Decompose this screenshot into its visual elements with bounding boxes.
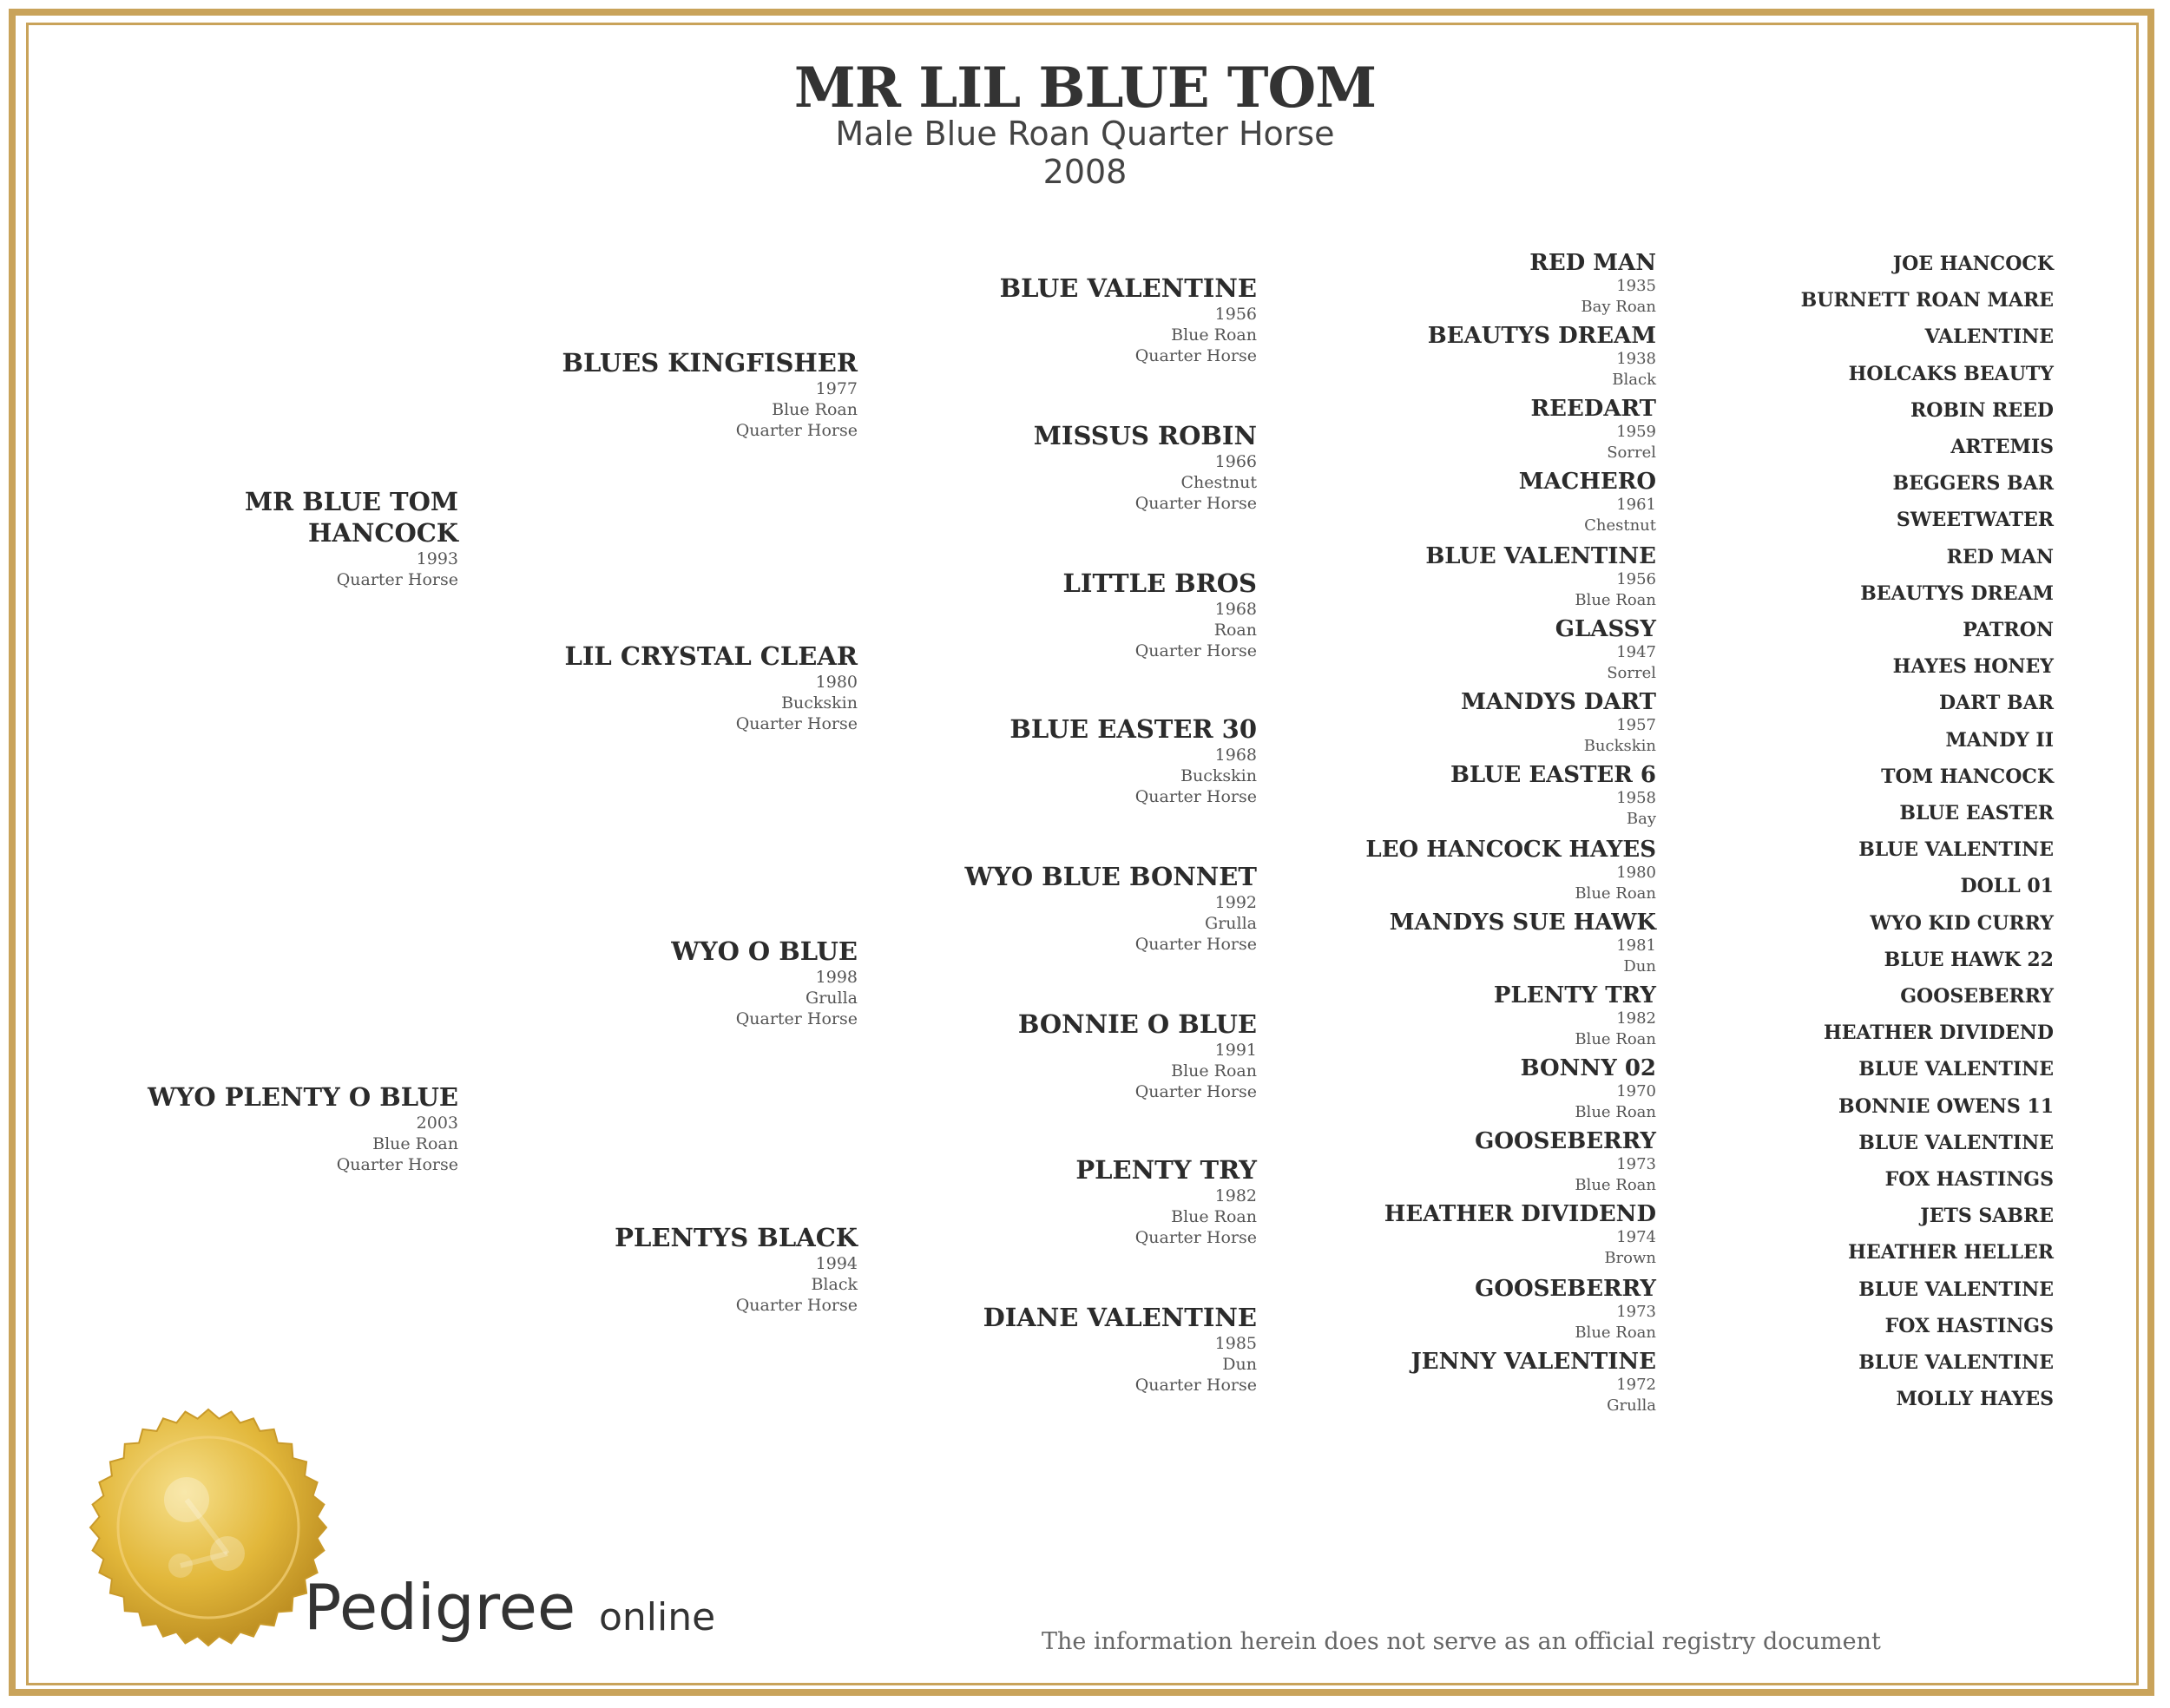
great-grandparent-entry (771, 861, 1257, 955)
gen5-name: BEGGERS BAR (1892, 472, 2054, 496)
horse-description: Male Blue Roan Quarter Horse (835, 115, 1335, 153)
gen5-name: MOLLY HAYES (1896, 1388, 2054, 1411)
great-grandparent-entry (771, 568, 1257, 661)
great-grandparent-breed: Quarter Horse (1134, 1228, 1257, 1247)
gen4-year: 1938 (1616, 350, 1656, 368)
gen4-year: 1974 (1616, 1228, 1656, 1246)
sire-entry (7, 486, 458, 590)
gen4-color: Bay Roan (1581, 298, 1656, 316)
great-grandparent-name: WYO BLUE BONNET (964, 862, 1257, 891)
gen4-name: LEO HANCOCK HAYES (1365, 837, 1656, 863)
disclaimer-text: The information herein does not serve as an official registry document (1042, 1628, 1881, 1655)
great-grandparent-color: Grulla (1205, 914, 1257, 933)
gen4-name: JENNY VALENTINE (1410, 1349, 1656, 1375)
gen4-entry (1222, 689, 1656, 757)
gen5-name: RED MAN (1946, 545, 2054, 568)
sire-name: MR BLUE TOM HANCOCK (244, 487, 458, 548)
great-grandparent-breed: Quarter Horse (1134, 494, 1257, 513)
gen4-year: 1959 (1616, 423, 1656, 441)
dam-name: WYO PLENTY O BLUE (148, 1082, 458, 1112)
gen4-color: Blue Roan (1575, 591, 1656, 609)
gen4-name: PLENTY TRY (1493, 982, 1656, 1008)
gen4-year: 1980 (1616, 864, 1656, 882)
gen5-name: JETS SABRE (1920, 1205, 2054, 1228)
dam-breed: Quarter Horse (336, 1155, 458, 1174)
gen4-entry (1222, 1349, 1656, 1416)
horse-name-title: MR LIL BLUE TOM (793, 56, 1377, 121)
grandparent-name: PLENTYS BLACK (615, 1223, 858, 1252)
gen4-color: Grulla (1607, 1396, 1656, 1415)
gen5-name: BLUE VALENTINE (1858, 1131, 2054, 1154)
gen4-color: Brown (1604, 1249, 1656, 1267)
great-grandparent-year: 1966 (1214, 452, 1257, 471)
gen4-year: 1972 (1616, 1376, 1656, 1394)
gen4-color: Sorrel (1607, 664, 1656, 682)
great-grandparent-entry (771, 273, 1257, 366)
great-grandparent-entry (771, 1302, 1257, 1396)
gen4-entry (1222, 1128, 1656, 1196)
gen5-name: JOE HANCOCK (1892, 253, 2054, 275)
gen4-year: 1961 (1616, 496, 1656, 514)
grandparent-breed: Quarter Horse (735, 421, 858, 440)
gen4-color: Black (1612, 371, 1656, 389)
great-grandparent-entry (771, 420, 1257, 514)
great-grandparent-name: PLENTY TRY (1075, 1155, 1257, 1185)
great-grandparent-name: BONNIE O BLUE (1017, 1009, 1257, 1039)
horse-birth-year: 2008 (1042, 153, 1128, 191)
sire-breed: Quarter Horse (336, 570, 458, 589)
gen4-entry (1222, 250, 1656, 318)
gen5-name: WYO KID CURRY (1870, 911, 2054, 935)
gen4-name: MANDYS DART (1461, 689, 1656, 715)
gen5-name: BLUE VALENTINE (1858, 1278, 2054, 1301)
great-grandparent-color: Roan (1213, 621, 1257, 640)
gen5-name: BEAUTYS DREAM (1860, 581, 2054, 605)
gen5-name: SWEETWATER (1896, 509, 2054, 532)
great-grandparent-name: BLUE EASTER 30 (1009, 714, 1257, 744)
gen5-name: DART BAR (1938, 692, 2054, 715)
great-grandparent-color: Blue Roan (1171, 325, 1257, 345)
dam-entry (7, 1081, 458, 1175)
gen4-name: GOOSEBERRY (1475, 1276, 1656, 1302)
gen5-name: BLUE VALENTINE (1858, 838, 2054, 862)
gen5-name: HOLCAKS BEAUTY (1848, 362, 2054, 385)
gen4-year: 1973 (1616, 1155, 1656, 1173)
gen4-entry (1222, 1201, 1656, 1269)
great-grandparent-breed: Quarter Horse (1134, 1082, 1257, 1101)
sire-year: 1993 (416, 549, 458, 568)
gen4-color: Blue Roan (1575, 1030, 1656, 1048)
grandparent-breed: Quarter Horse (735, 1009, 858, 1028)
brand-suffix: online (599, 1595, 716, 1639)
gen5-name: DOLL 01 (1960, 875, 2054, 898)
gen4-year: 1970 (1616, 1082, 1656, 1100)
gen4-year: 1947 (1616, 643, 1656, 661)
gen4-entry (1222, 323, 1656, 391)
gen4-color: Dun (1623, 957, 1656, 976)
gen4-entry (1222, 837, 1656, 904)
great-grandparent-name: BLUE VALENTINE (999, 273, 1257, 303)
great-grandparent-color: Blue Roan (1171, 1061, 1257, 1081)
gen4-year: 1973 (1616, 1303, 1656, 1321)
grandparent-color: Black (811, 1275, 858, 1294)
gen4-name: GOOSEBERRY (1475, 1128, 1656, 1154)
gen4-name: BEAUTYS DREAM (1427, 323, 1656, 349)
gen5-name: BONNIE OWENS 11 (1838, 1094, 2054, 1118)
grandparent-color: Blue Roan (772, 400, 858, 419)
gen5-name: HAYES HONEY (1892, 655, 2054, 679)
great-grandparent-breed: Quarter Horse (1134, 935, 1257, 954)
gen4-name: BLUE EASTER 6 (1450, 762, 1656, 788)
gen5-name: BLUE EASTER (1899, 802, 2054, 824)
gen4-name: MANDYS SUE HAWK (1389, 910, 1656, 936)
gen5-name: TOM HANCOCK (1881, 765, 2054, 788)
gen5-name: PATRON (1963, 619, 2054, 641)
gen4-year: 1958 (1616, 789, 1656, 807)
grandparent-color: Buckskin (781, 693, 858, 713)
grandparent-name: WYO O BLUE (671, 936, 858, 966)
great-grandparent-year: 1991 (1214, 1041, 1257, 1060)
great-grandparent-entry (771, 1008, 1257, 1102)
gen4-year: 1935 (1616, 277, 1656, 295)
gen4-name: MACHERO (1518, 469, 1656, 495)
gen5-name: BLUE VALENTINE (1858, 1058, 2054, 1081)
great-grandparent-year: 1968 (1214, 746, 1257, 765)
gen4-entry (1222, 982, 1656, 1050)
gen5-name: FOX HASTINGS (1884, 1168, 2054, 1191)
gen5-name: HEATHER HELLER (1848, 1241, 2054, 1265)
dam-color: Blue Roan (372, 1134, 458, 1153)
gen4-color: Buckskin (1583, 737, 1656, 755)
brand-name: Pedigree (304, 1571, 576, 1644)
great-grandparent-year: 1985 (1214, 1334, 1257, 1353)
grandparent-name: BLUES KINGFISHER (562, 348, 858, 378)
gen4-color: Chestnut (1584, 516, 1656, 535)
gen5-name: BLUE HAWK 22 (1884, 948, 2054, 971)
grandparent-year: 1980 (815, 673, 858, 692)
great-grandparent-breed: Quarter Horse (1134, 641, 1257, 660)
gen4-entry (1222, 396, 1656, 463)
grandparent-name: LIL CRYSTAL CLEAR (564, 641, 858, 671)
gen4-entry (1222, 543, 1656, 611)
gen4-entry (1222, 616, 1656, 684)
gen4-entry (1222, 1055, 1656, 1123)
gen4-year: 1982 (1616, 1009, 1656, 1028)
great-grandparent-name: MISSUS ROBIN (1033, 421, 1257, 450)
gen5-name: BLUE VALENTINE (1858, 1351, 2054, 1374)
grandparent-year: 1998 (815, 968, 858, 987)
grandparent-year: 1994 (815, 1254, 858, 1273)
great-grandparent-color: Chestnut (1180, 473, 1257, 492)
grandparent-year: 1977 (815, 379, 858, 398)
gen5-name: GOOSEBERRY (1900, 985, 2054, 1008)
gen4-name: BLUE VALENTINE (1425, 543, 1656, 569)
great-grandparent-year: 1992 (1214, 893, 1257, 912)
great-grandparent-entry (771, 713, 1257, 807)
great-grandparent-year: 1968 (1214, 600, 1257, 619)
great-grandparent-year: 1956 (1214, 305, 1257, 324)
gen4-color: Blue Roan (1575, 1176, 1656, 1194)
gen4-name: HEATHER DIVIDEND (1384, 1201, 1656, 1227)
dam-year: 2003 (416, 1113, 458, 1133)
gen4-entry (1222, 1276, 1656, 1343)
gen5-name: ROBIN REED (1910, 398, 2054, 422)
gen5-name: BURNETT ROAN MARE (1800, 289, 2054, 312)
gold-seal-icon (87, 1406, 330, 1649)
great-grandparent-color: Dun (1222, 1355, 1257, 1374)
gen4-color: Blue Roan (1575, 1324, 1656, 1342)
gen4-color: Bay (1626, 810, 1656, 828)
gen4-entry (1222, 469, 1656, 536)
gen4-entry (1222, 762, 1656, 830)
gen4-year: 1981 (1616, 936, 1656, 955)
great-grandparent-breed: Quarter Horse (1134, 1376, 1257, 1395)
gen5-name: VALENTINE (1924, 325, 2054, 349)
gen5-name: FOX HASTINGS (1884, 1314, 2054, 1337)
great-grandparent-name: DIANE VALENTINE (983, 1303, 1257, 1332)
gen4-year: 1956 (1616, 570, 1656, 588)
grandparent-breed: Quarter Horse (735, 1296, 858, 1315)
great-grandparent-breed: Quarter Horse (1134, 787, 1257, 806)
gen5-name: HEATHER DIVIDEND (1823, 1022, 2054, 1045)
gen4-name: RED MAN (1529, 250, 1656, 276)
gen4-name: REEDART (1530, 396, 1656, 422)
gen4-entry (1222, 910, 1656, 977)
gen4-name: GLASSY (1555, 616, 1656, 642)
great-grandparent-color: Buckskin (1180, 766, 1257, 785)
gen4-color: Blue Roan (1575, 1103, 1656, 1121)
gen4-color: Sorrel (1607, 443, 1656, 462)
gen5-name: ARTEMIS (1950, 436, 2054, 458)
gen5-name: MANDY II (1945, 728, 2054, 752)
great-grandparent-year: 1982 (1214, 1186, 1257, 1205)
gen4-name: BONNY 02 (1520, 1055, 1656, 1081)
grandparent-breed: Quarter Horse (735, 714, 858, 733)
great-grandparent-name: LITTLE BROS (1062, 568, 1257, 598)
gen4-year: 1957 (1616, 716, 1656, 734)
great-grandparent-breed: Quarter Horse (1134, 346, 1257, 365)
great-grandparent-color: Blue Roan (1171, 1207, 1257, 1226)
great-grandparent-entry (771, 1154, 1257, 1248)
gen4-color: Blue Roan (1575, 884, 1656, 903)
grandparent-color: Grulla (806, 989, 858, 1008)
